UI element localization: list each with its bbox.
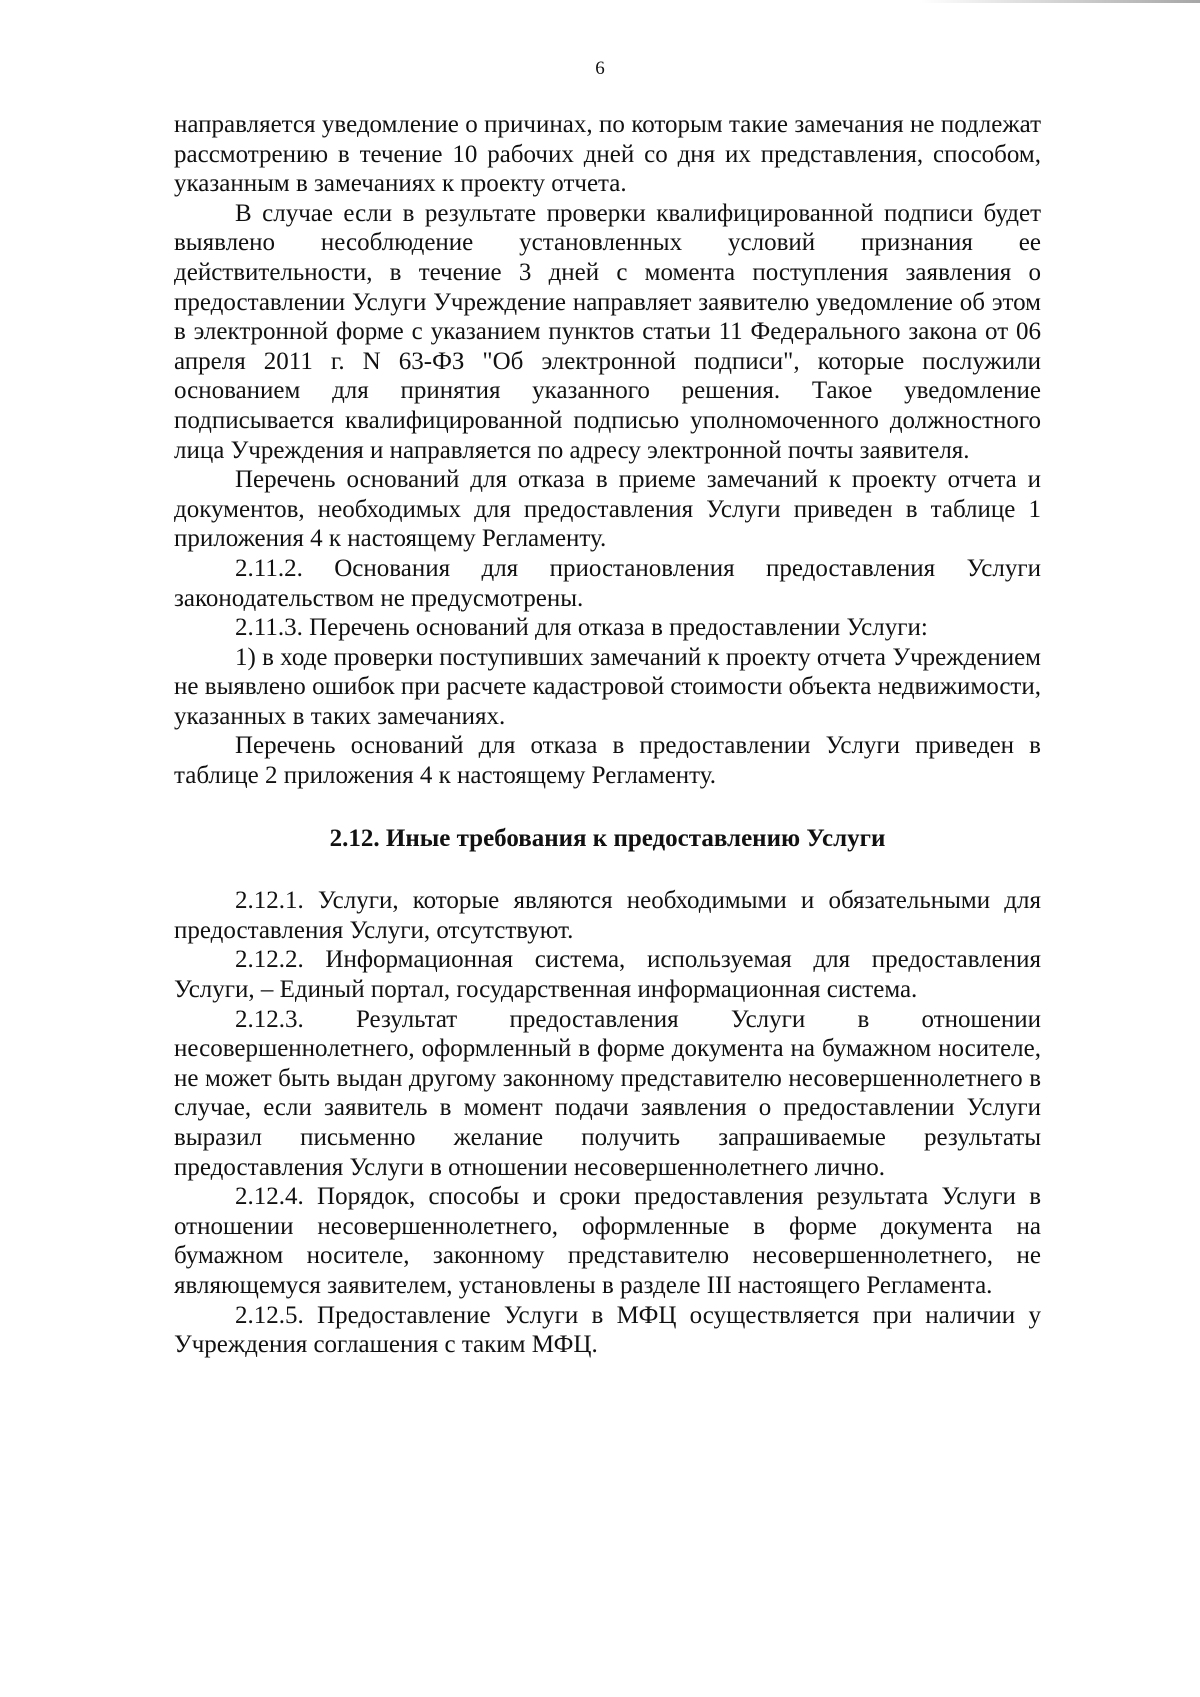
section-heading: 2.12. Иные требования к предоставлению Услуги [329,824,886,852]
paragraph-2-12-1: 2.12.1. Услуги, которые являются необходимыми и обязательными для предоставления Услуги, отсутствуют. [174,887,1041,944]
paragraph-2-12-3: 2.12.3. Результат предоставления Услуги в отношении несовершеннолетнего, оформленный в форме документа на бумажном носителе, не может быть выдан другому законному представителю несовершеннолетнего в случае, если заявитель в момент подачи заявления о предоставлении Услуги выразил письменно желание получить запрашиваемые результаты предоставления Услуги в отношении несовершеннолетнего лично. [174,1005,1041,1181]
list-item: 1) в ходе проверки поступивших замечаний к проекту отчета Учреждением не выявлено ошибок при расчете кадастровой стоимости объекта недвижимости, указанных в таких замечаниях. [174,643,1041,730]
document-body [174,110,1041,1360]
paragraph: направляется уведомление о причинах, по которым такие замечания не подлежат рассмотрению в течение 10 рабочих дней со дня их представления, способом, указанным в замечаниях к проекту отчета. [174,111,1041,198]
scan-edge-mark [920,0,1200,3]
paragraph-2-11-2: 2.11.2. Основания для приостановления предоставления Услуги законодательством не предусмотрены. [174,554,1041,612]
paragraph-2-12-2: 2.12.2. Информационная система, используемая для предоставления Услуги, – Единый портал, государственная информационная система. [174,946,1041,1004]
paragraph: Перечень оснований для отказа в предоставлении Услуги приведен в таблице 2 приложения 4 к настоящему Регламенту. [174,732,1041,790]
paragraph-2-11-3: 2.11.3. Перечень оснований для отказа в предоставлении Услуги: [235,614,928,642]
page-number: 6 [595,58,605,79]
paragraph-2-12-4: 2.12.4. Порядок, способы и сроки предоставления результата Услуги в отношении несовершеннолетнего, оформленные в форме документа на бумажном носителе, законному представителю несовершеннолетнего, не являющемуся заявителем, установлены в разделе III настоящего Регламента. [174,1183,1041,1299]
paragraph: Перечень оснований для отказа в приеме замечаний к проекту отчета и документов, необходимых для предоставления Услуги приведен в таблице 1 приложения 4 к настоящему Регламенту. [174,466,1041,553]
paragraph: В случае если в результате проверки квалифицированной подписи будет выявлено несоблюдение установленных условий признания ее действительности, в течение 3 дней с момента поступления заявления о предоставлении Услуги Учреждение направляет заявителю уведомление об этом в электронной форме с указанием пунктов статьи 11 Федерального закона от 06 апреля 2011 г. N 63-ФЗ "Об электронной подписи", которые послужили основанием для принятия указанного решения. Такое уведомление подписывается квалифицированной подписью уполномоченного должностного лица Учреждения и направляется по адресу электронной почты заявителя. [174,199,1041,464]
paragraph-2-12-5: 2.12.5. Предоставление Услуги в МФЦ осуществляется при наличии у Учреждения соглашения с таким МФЦ. [174,1301,1041,1359]
